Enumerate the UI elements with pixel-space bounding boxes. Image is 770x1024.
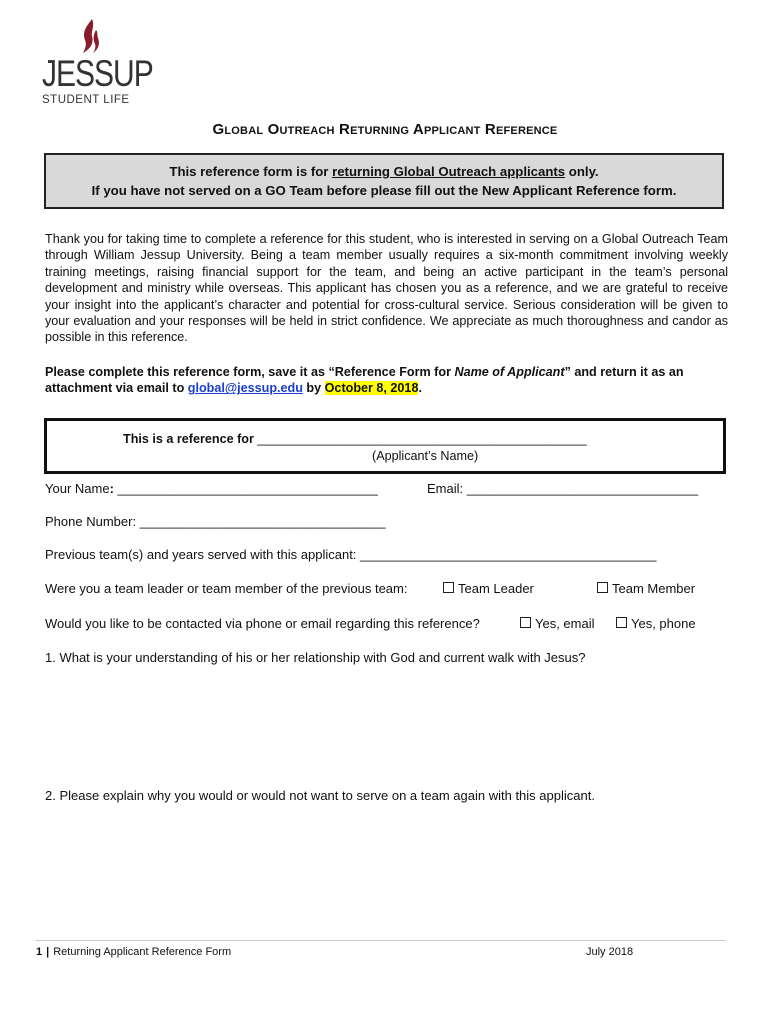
- page-number: 1: [36, 946, 43, 958]
- email-row: [427, 481, 698, 496]
- applicant-name-box: [44, 418, 726, 474]
- footer-separator: |: [46, 946, 50, 958]
- contact-phone-option[interactable]: [616, 616, 696, 631]
- team-leader-option[interactable]: [443, 581, 534, 596]
- instructions-italic: Name of Applicant: [454, 365, 565, 379]
- question-2: 2. Please explain why you would or would not want to serve on a team again with this applicant.: [45, 788, 595, 803]
- team-member-option[interactable]: [597, 581, 695, 596]
- page-title-text: Global Outreach Returning Applicant Reference: [212, 121, 558, 138]
- footer-date: July 2018: [586, 946, 634, 958]
- applicant-name-label: This is a reference for: [123, 432, 258, 446]
- contact-phone-checkbox[interactable]: [616, 617, 627, 628]
- instructions-text-1: Please complete this reference form, save it as “Reference Form for: [45, 365, 455, 379]
- contact-question: Would you like to be contacted via phone or email regarding this reference?: [45, 616, 480, 631]
- your-name-row: [45, 481, 378, 496]
- team-member-checkbox[interactable]: [597, 582, 608, 593]
- your-name-field[interactable]: ____________________________________: [113, 481, 378, 496]
- applicant-name-caption: (Applicant’s Name): [372, 449, 479, 463]
- page-title: [0, 121, 770, 138]
- returning-applicant-notice: [44, 153, 724, 209]
- previous-teams-row: [45, 547, 656, 562]
- email-label: Email:: [427, 481, 467, 496]
- contact-phone-label: Yes, phone: [631, 616, 696, 631]
- jessup-logo: [42, 18, 153, 106]
- notice-line-2: If you have not served on a GO Team before please fill out the New Applicant Reference form.: [91, 183, 677, 198]
- notice-line-1-prefix: This reference form is for: [169, 164, 333, 179]
- logo-wordmark: JESSUP: [42, 53, 153, 95]
- instructions-text-4: .: [418, 381, 422, 396]
- notice-line-1-suffix: only.: [565, 164, 599, 179]
- email-field[interactable]: ________________________________: [466, 481, 699, 496]
- phone-row: [45, 514, 386, 529]
- instructions-text-3: by: [302, 381, 325, 396]
- question-1: 1. What is your understanding of his or her relationship with God and current walk with Jesus?: [45, 650, 586, 665]
- instructions-text-2: ” and return it as an attachment via email to: [45, 365, 684, 396]
- team-leader-label: Team Leader: [458, 581, 534, 596]
- team-leader-checkbox[interactable]: [443, 582, 454, 593]
- notice-line-1-underlined: returning Global Outreach applicants: [332, 164, 566, 179]
- logo-subtitle: STUDENT LIFE: [42, 94, 130, 106]
- footer-left: [36, 946, 231, 958]
- email-link[interactable]: global@jessup.edu: [187, 381, 303, 396]
- notice-line-1: [46, 162, 722, 181]
- phone-label: Phone Number:: [45, 514, 140, 529]
- previous-teams-field[interactable]: _________________________________________: [360, 547, 657, 562]
- applicant-name-field[interactable]: _______________________________________________: [257, 432, 587, 446]
- contact-email-checkbox[interactable]: [520, 617, 531, 628]
- contact-email-label: Yes, email: [535, 616, 595, 631]
- your-name-label: Your Name: [45, 481, 110, 496]
- phone-field[interactable]: __________________________________: [139, 514, 386, 529]
- flame-icon: [72, 18, 112, 54]
- footer-divider: [36, 940, 726, 941]
- applicant-name-line: [123, 432, 587, 446]
- footer-form-name: Returning Applicant Reference Form: [53, 946, 232, 958]
- submission-instructions: [45, 364, 728, 397]
- team-role-question: Were you a team leader or team member of the previous team:: [45, 581, 408, 596]
- deadline-highlight: October 8, 2018: [324, 381, 419, 396]
- intro-paragraph: Thank you for taking time to complete a reference for this student, who is interested in serving on a Global Outreach Team through William Jessup University. Being a team member usually requires a six-month commitment involving weekly training meetings, raising financial support for the team, and being an active participant in the team’s personal development and ministry while overseas. This applicant has chosen you as a reference, and we are grateful to receive your insight into the applicant’s character and potential for cross-cultural service. Serious consideration will be given to your evaluation and your responses will be held in strict confidence. We appreciate as much thoroughness and candor as possible in this reference.: [45, 232, 728, 345]
- team-member-label: Team Member: [612, 581, 696, 596]
- contact-email-option[interactable]: [520, 616, 595, 631]
- previous-teams-label: Previous team(s) and years served with this applicant:: [45, 547, 361, 562]
- your-name-colon: :: [109, 481, 114, 496]
